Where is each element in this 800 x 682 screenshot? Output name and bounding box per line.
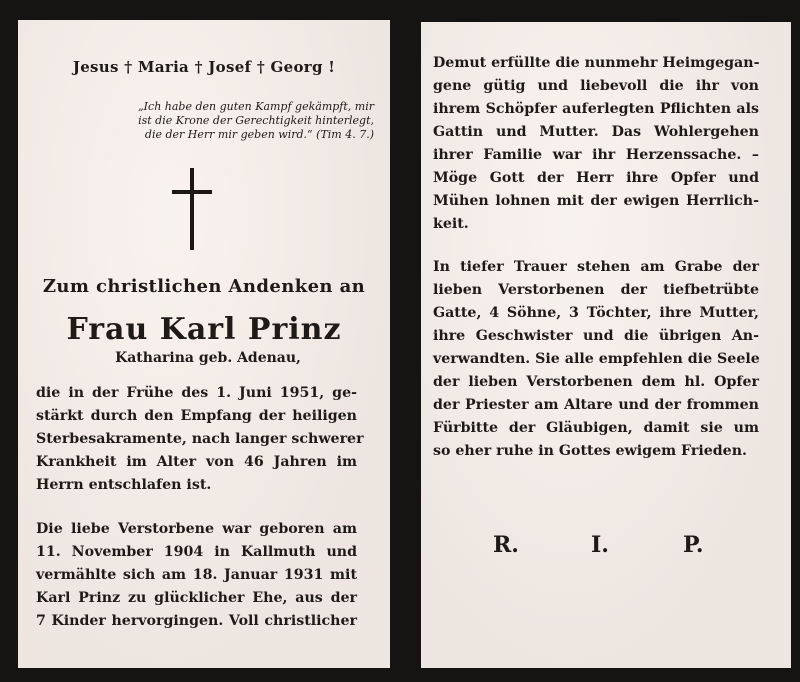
text-line: 11. November 1904 in Kallmuth und <box>36 544 357 560</box>
quote-line: „Ich habe den guten Kampf gekämpft, mir <box>137 100 374 113</box>
rip-i: I. <box>591 532 609 558</box>
death-paragraph <box>36 382 364 497</box>
character-paragraph <box>433 52 759 236</box>
life-paragraph <box>36 518 357 633</box>
cross-icon <box>172 168 212 250</box>
text-line: vermählte sich am 18. Januar 1931 mit <box>36 567 357 583</box>
text-line: Mühen lohnen mit der ewigen Herrlich- <box>433 193 759 209</box>
verse-line: Jesus † Maria † Josef † Georg ! <box>72 58 336 76</box>
text-line: Sterbesakramente, nach langer schwerer <box>36 431 364 447</box>
quote-line: die der Herr mir geben wird.“ (Tim 4. 7.) <box>144 128 374 141</box>
right-page <box>421 22 791 668</box>
rip-r: R. <box>493 532 519 558</box>
text-line: Karl Prinz zu glücklicher Ehe, aus der <box>36 590 357 606</box>
left-page <box>18 20 390 668</box>
text-line: Gatte, 4 Söhne, 3 Töchter, ihre Mutter, <box>433 305 759 321</box>
text-line: Die liebe Verstorbene war geboren am <box>36 521 357 537</box>
text-line: stärkt durch den Empfang der heiligen <box>36 408 357 424</box>
text-line: Demut erfüllte die nunmehr Heimgegan- <box>433 55 760 71</box>
text-line: verwandten. Sie alle empfehlen die Seele <box>433 351 760 367</box>
text-line: Krankheit im Alter von 46 Jahren im <box>36 454 357 470</box>
text-line: In tiefer Trauer stehen am Grabe der <box>433 259 759 275</box>
quote-line: ist die Krone der Gerechtigkeit hinterlegt, <box>138 114 374 127</box>
text-line: Möge Gott der Herr ihre Opfer und <box>433 170 759 186</box>
text-line: 7 Kinder hervorgingen. Voll christlicher <box>36 613 357 629</box>
text-line: Gattin und Mutter. Das Wohlergehen <box>433 124 759 140</box>
maiden-name: Katharina geb. Adenau, <box>115 350 301 366</box>
mourners-paragraph <box>433 256 759 463</box>
text-line: Fürbitte der Gläubigen, damit sie um <box>433 420 759 436</box>
text-line: die in der Frühe des 1. Juni 1951, ge- <box>36 385 357 401</box>
text-line: ihrem Schöpfer auferlegten Pflichten als <box>433 101 759 117</box>
text-line: keit. <box>433 216 469 232</box>
deceased-name: Frau Karl Prinz <box>66 312 342 347</box>
text-line: ihre Geschwister und die übrigen An- <box>433 328 759 344</box>
text-line: ihrer Familie war ihr Herzenssache. – <box>433 147 759 163</box>
rip-p: P. <box>683 532 704 558</box>
text-line: Herrn entschlafen ist. <box>36 477 212 493</box>
text-line: der lieben Verstorbenen dem hl. Opfer <box>433 374 759 390</box>
text-line: der Priester am Altare und der frommen <box>433 397 759 413</box>
memorial-heading: Zum christlichen Andenken an <box>42 276 366 297</box>
text-line: lieben Verstorbenen der tiefbetrübte <box>433 282 759 298</box>
bible-quote <box>74 100 374 142</box>
text-line: so eher ruhe in Gottes ewigem Frieden. <box>433 443 747 459</box>
text-line: gene gütig und liebevoll die ihr von <box>433 78 759 94</box>
